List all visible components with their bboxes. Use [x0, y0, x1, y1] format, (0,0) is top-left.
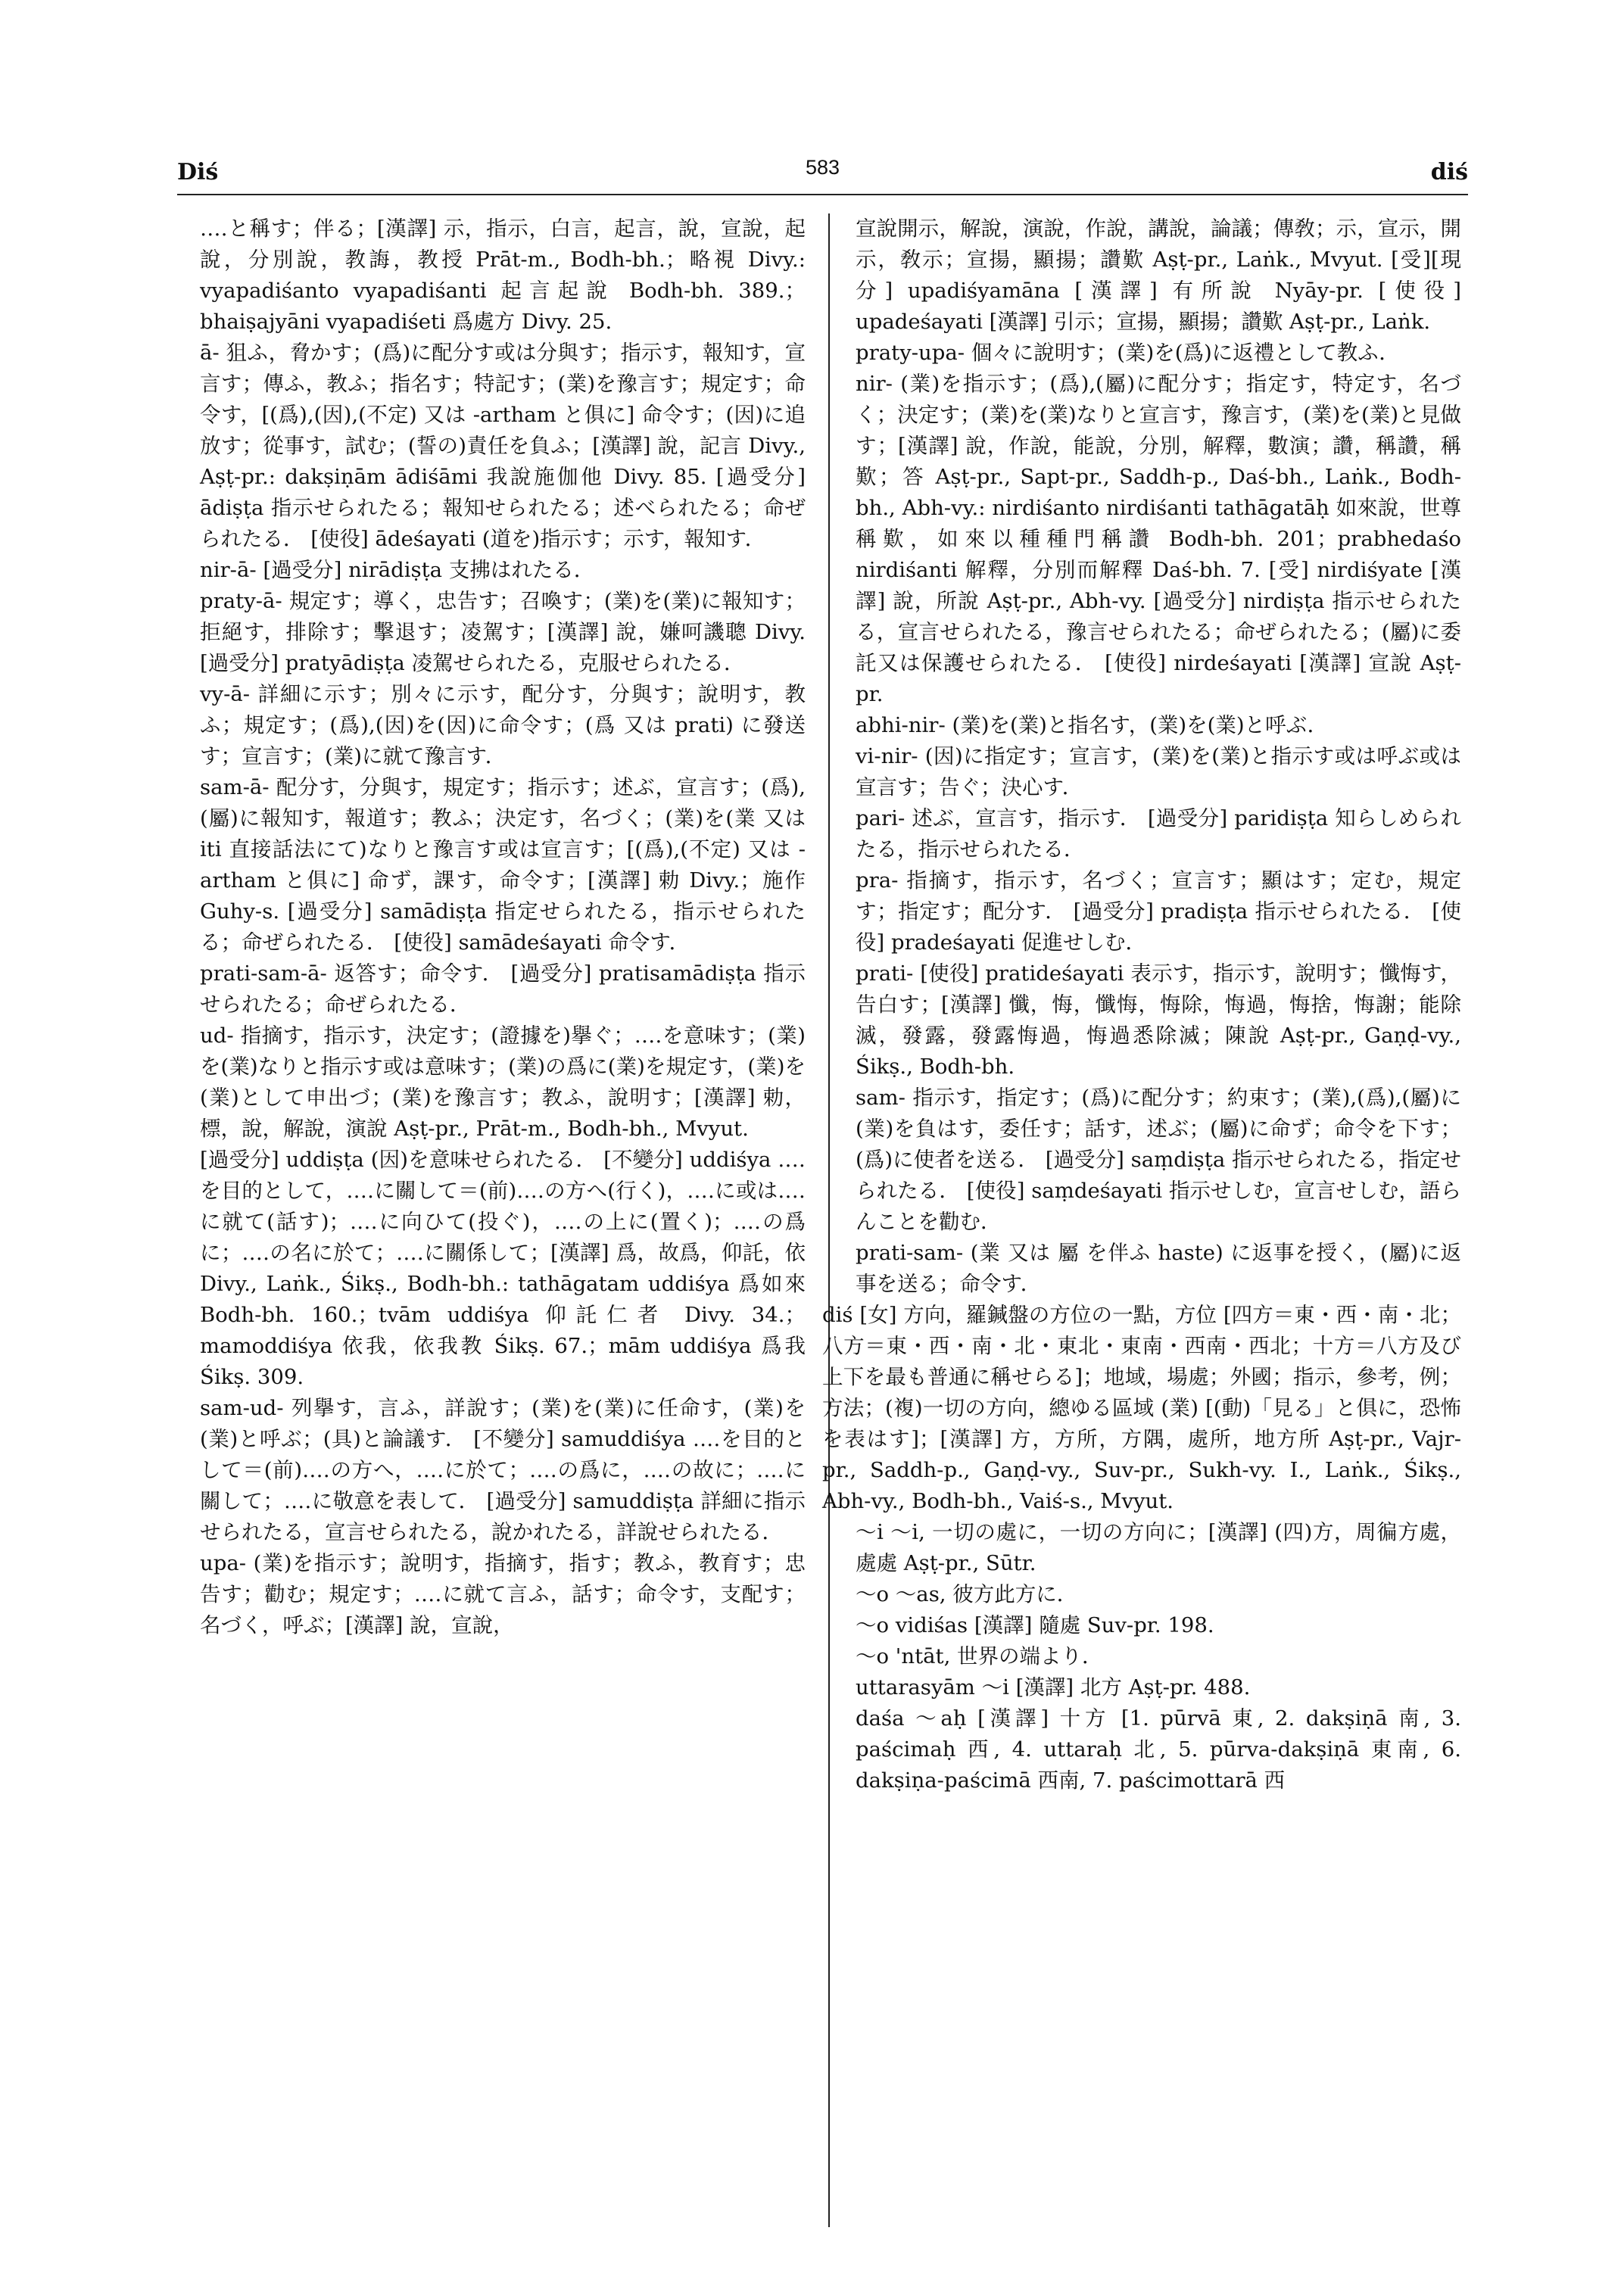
dictionary-entry: 宣說開示，解說，演說，作說，講說，論議；傳敎；示，宣示，開示，敎示；宣揚，顯揚；讚歎 Aṣṭ-pr., Laṅk., Mvyut. [受][現分] upadiśyamāna [漢譯] 有所說 Nyāy-pr. [使役] upadeśayati [漢譯] 引示；宣揚，顯揚；讚歎 Aṣṭ-pr., Laṅk.	[856, 217, 1461, 334]
dictionary-entry: praty-upa- 個々に說明す；(業)を(爲)に返禮として教ふ．	[856, 341, 1400, 365]
dictionary-entry: pari- 述ぶ，宣言す，指示す． [過受分] paridiṣṭa 知らしめられたる，指示せられたる．	[856, 806, 1461, 861]
dictionary-entry: ～o ～as, 彼方此方に．	[856, 1582, 1078, 1606]
dictionary-entry: ～o vidiśas [漢譯] 隨處 Suv-pr. 198.	[856, 1613, 1214, 1637]
column-divider	[828, 213, 830, 2227]
dictionary-entry: prati- [使役] pratideśayati 表示す，指示す，說明す；懺悔す，告白す；[漢譯] 懺，悔，懺悔，悔除，悔過，悔捨，悔謝；能除滅，發露，發露悔過，悔過悉除滅；陳說 Aṣṭ-pr., Gaṇḍ-vy., Śikṣ., Bodh-bh.	[856, 961, 1461, 1079]
dictionary-entry: praty-ā- 規定す；導く，忠告す；召喚す；(業)を(業)に報知す；拒絕す，排除す；擊退す；凌駕す；[漢譯] 說，嫌呵譏聰 Divy. [過受分] pratyādiṣṭa 凌駕せられたる，克服せられたる．	[200, 589, 806, 675]
dictionary-entry-headword: diś [女] 方向，羅鍼盤の方位の一點，方位 [四方＝東・西・南・北；八方＝東・西・南・北・東北・東南・西南・西北；十方＝八方及び上下を最も普通に稱せらる]；地域，場處；外國；指示，參考，例；方法；(複)一切の方向，總ゆる區域 (業) [(動)「見る」と俱に，恐怖を表はす]；[漢譯] 方，方所，方隅，處所，地方所 Aṣṭ-pr., Vajr-pr., Saddh-p., Gaṇḍ-vy., Suv-pr., Sukh-vy. I., Laṅk., Śikṣ., Abh-vy., Bodh-bh., Vaiś-s., Mvyut.	[822, 1303, 1461, 1513]
dictionary-entry: prati-sam-ā- 返答す；命令す． [過受分] pratisamādiṣṭa 指示せられたる；命ぜられたる．	[200, 961, 806, 1017]
header-rule	[177, 194, 1468, 195]
dictionary-entry: prati-sam- (業 又は 屬 を伴ふ haste) に返事を授く，(屬)に返事を送る；命令す．	[856, 1241, 1461, 1296]
right-column	[822, 213, 1461, 1796]
dictionary-entry: upa- (業)を指示す；說明す，指摘す，指す；教ふ，教育す；忠告す；勸む；規定す；‥‥に就て言ふ，話す；命令す，支配す；名づく，呼ぶ；[漢譯] 說，宣說，	[200, 1551, 806, 1637]
dictionary-entry: nir- (業)を指示す；(爲),(屬)に配分す；指定す，特定す，名づく；決定す；(業)を(業)なりと宣言す，豫言す，(業)を(業)と見做す；[漢譯] 說，作說，能說，分別，解釋，數演；讚，稱讚，稱歎；答 Aṣṭ-pr., Sapt-pr., Saddh-p., Daś-bh., Laṅk., Bodh-bh., Abh-vy.: nirdiśanto nirdiśanti tathāgatāḥ 如來說，世尊稱歎，如來以種種門稱讚 Bodh-bh. 201；prabhedaśo nirdiśanti 解釋，分別而解釋 Daś-bh. 7. [受] nirdiśyate [漢譯] 說，所說 Aṣṭ-pr., Abh-vy. [過受分] nirdiṣṭa 指示せられたる，宣言せられたる，豫言せられたる；命ぜられたる；(屬)に委託又は保護せられたる． [使役] nirdeśayati [漢譯] 宣說 Aṣṭ-pr.	[856, 372, 1461, 706]
dictionary-entry: vy-ā- 詳細に示す；別々に示す，配分す，分與す；說明す，教ふ；規定す；(爲),(因)を(因)に命令す；(爲 又は prati) に發送す；宣言す；(業)に就て豫言す．	[200, 682, 806, 768]
left-column	[200, 213, 806, 1641]
dictionary-entry: vi-nir- (因)に指定す；宣言す，(業)を(業)と指示す或は呼ぶ或は宣言す；告ぐ；決心す．	[856, 744, 1461, 799]
dictionary-entry: ～o 'ntāt, 世界の端より．	[856, 1644, 1103, 1668]
dictionary-entry: nir-ā- [過受分] nirādiṣṭa 支拂はれたる．	[200, 558, 595, 582]
page-number: 583	[805, 156, 840, 179]
dictionary-entry: [過受分] uddiṣṭa (因)を意味せられたる． [不變分] uddiśya ‥‥を目的として，‥‥に關して＝(前)‥‥の方へ(行く)，‥‥に或は‥‥に就て(話す)；‥‥に向ひて(投ぐ)，‥‥の上に(置く)；‥‥の爲に；‥‥の名に於て；‥‥に關係して；[漢譯] 爲，故爲，仰託，依 Divy., Laṅk., Śikṣ., Bodh-bh.: tathāgatam uddiśya 爲如來 Bodh-bh. 160.；tvām uddiśya 仰託仁者 Divy. 34.；mamoddiśya 依我，依我教 Śikṣ. 67.；mām uddiśya 爲我 Śikṣ. 309.	[200, 1148, 806, 1389]
dictionary-entry: uttarasyām ～i [漢譯] 北方 Aṣṭ-pr. 488.	[856, 1675, 1251, 1699]
dictionary-entry: daśa ～aḥ [漢譯] 十方 [1. pūrvā 東, 2. dakṣiṇā 南, 3. paścimaḥ 西, 4. uttaraḥ 北, 5. pūrva-dakṣiṇā 東南, 6. dakṣiṇa-paścimā 西南, 7. paścimottarā 西	[856, 1706, 1461, 1793]
dictionary-entry: pra- 指摘す，指示す，名づく；宣言す；顯はす；定む，規定す；指定す；配分す． [過受分] pradiṣṭa 指示せられたる． [使役] pradeśayati 促進せしむ．	[856, 868, 1461, 955]
left-headword: Diś	[177, 159, 219, 185]
dictionary-entry: ud- 指摘す，指示す，決定す；(證據を)擧ぐ；‥‥を意味す；(業)を(業)なりと指示す或は意味す；(業)の爲に(業)を規定す，(業)を(業)として申出づ；(業)を豫言す；教ふ，說明す；[漢譯] 勅，標，說，解說，演說 Aṣṭ-pr., Prāt-m., Bodh-bh., Mvyut.	[200, 1023, 806, 1141]
dictionary-entry: sam-ud- 列擧す，言ふ，詳說す；(業)を(業)に任命す，(業)を(業)と呼ぶ；(具)と論議す． [不變分] samuddiśya ‥‥を目的として＝(前)‥‥の方へ，‥‥に於て；‥‥の爲に，‥‥の故に；‥‥に關して；‥‥に敬意を表して． [過受分] samuddiṣṭa 詳細に指示せられたる，宣言せられたる，說かれたる，詳說せられたる．	[200, 1396, 806, 1544]
dictionary-entry: sam-ā- 配分す，分與す，規定す；指示す；述ぶ，宣言す；(爲),(屬)に報知す，報道す；教ふ；決定す，名づく；(業)を(業 又は iti 直接話法にて)なりと豫言す或は宣言す；[(爲),(不定) 又は -artham と俱に] 命ず，課す，命令す；[漢譯] 勅 Divy.；施作 Guhy-s. [過受分] samādiṣṭa 指定せられたる，指示せられたる；命ぜられたる． [使役] samādeśayati 命令す．	[200, 775, 806, 955]
dictionary-entry: ～i ～i, 一切の處に，一切の方向に；[漢譯] (四)方，周徧方處，處處 Aṣṭ-pr., Sūtr.	[856, 1520, 1461, 1575]
dictionary-entry: ā- 狙ふ，脅かす；(爲)に配分す或は分與す；指示す，報知す，宣言す；傳ふ，教ふ；指名す；特記す；(業)を豫言す；規定す；命令す，[(爲),(因),(不定) 又は -artham と俱に] 命令す；(因)に追放す；從事す，試む；(誓の)責任を負ふ；[漢譯] 說，記言 Divy., Aṣṭ-pr.: dakṣiṇām ādiśāmi 我說施伽他 Divy. 85. [過受分] ādiṣṭa 指示せられたる；報知せられたる；述べられたる；命ぜられたる． [使役] ādeśayati (道を)指示す；示す，報知す．	[200, 341, 806, 551]
page-header	[177, 150, 1468, 195]
dictionary-entry: abhi-nir- (業)を(業)と指名す，(業)を(業)と呼ぶ．	[856, 713, 1329, 737]
dictionary-entry: sam- 指示す，指定す；(爲)に配分す；約束す；(業),(爲),(屬)に(業)を負はす，委任す；話す，述ぶ；(屬)に命ず；命令を下す；(爲)に使者を送る． [過受分] saṃdiṣṭa 指示せられたる，指定せられたる． [使役] saṃdeśayati 指示せしむ，宣言せしむ，語らんことを勸む．	[856, 1086, 1461, 1234]
dictionary-entry: ‥‥と稱す；伴る；[漢譯] 示，指示，白言，起言，說，宣說，起說，分別說，教誨，教授 Prāt-m., Bodh-bh.；略視 Divy.: vyapadiśanto vyapadiśanti 起言起說 Bodh-bh. 389.；bhaiṣajyāni vyapadiśeti 爲處方 Divy. 25.	[200, 217, 806, 334]
right-headword: diś	[1430, 159, 1468, 185]
